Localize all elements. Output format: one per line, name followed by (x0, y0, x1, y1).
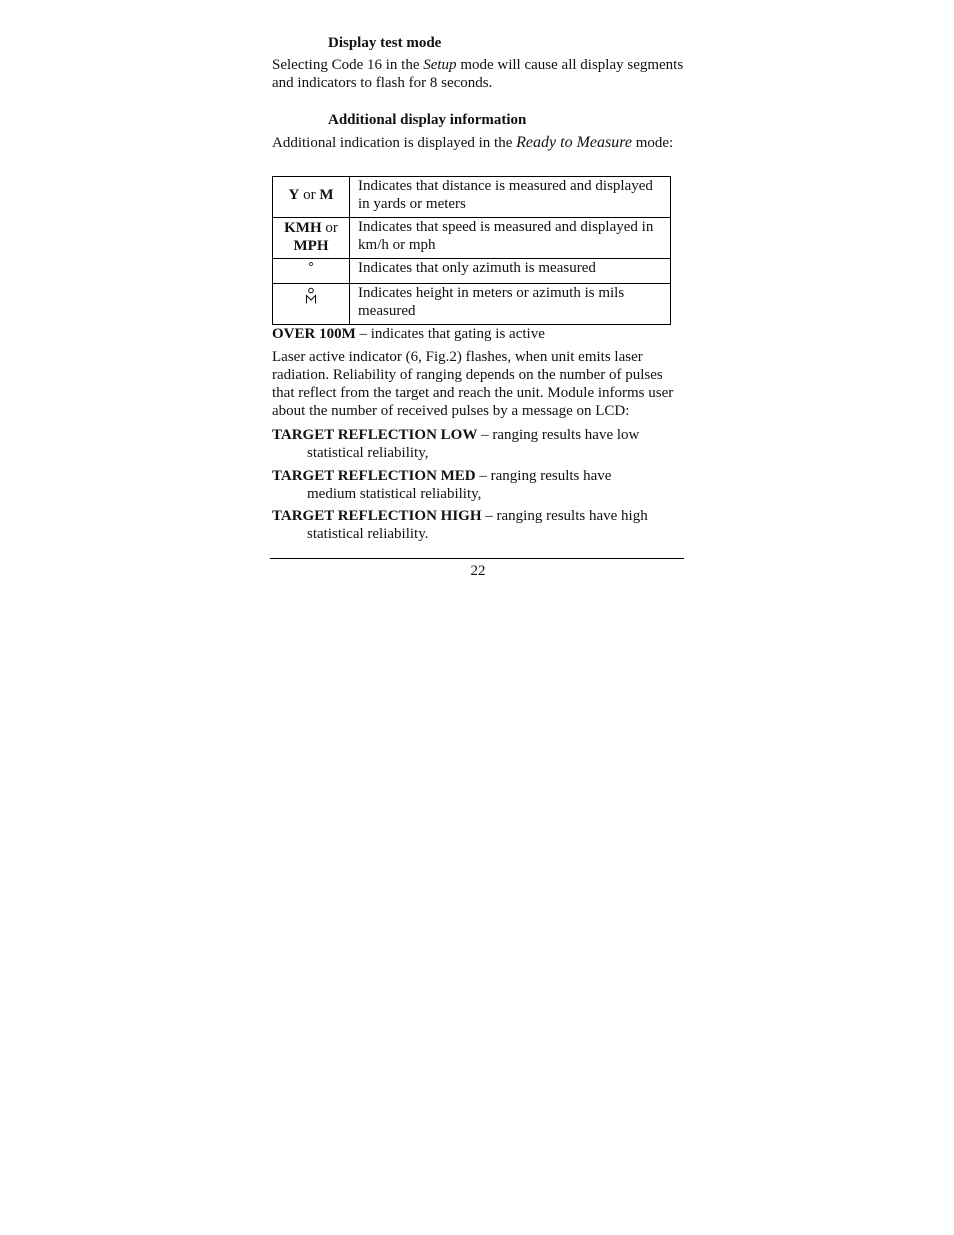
list-item (272, 426, 684, 462)
table-row (273, 284, 671, 325)
text-segment: – indicates that gating is active (355, 326, 545, 342)
list-item (272, 507, 684, 543)
text-segment: mode: (631, 135, 674, 151)
setup-emphasis: Setup (423, 57, 457, 73)
paragraph-additional-indication (272, 134, 684, 152)
entry-term: TARGET REFLECTION MED (272, 468, 476, 484)
footer-rule (270, 558, 684, 559)
text-segment: – ranging results have high (481, 508, 648, 524)
list-item (272, 467, 684, 503)
symbol-cell (273, 284, 350, 325)
table-row (273, 259, 671, 284)
entry-term: TARGET REFLECTION LOW (272, 427, 478, 443)
description-cell: Indicates that speed is measured and displayed in km/h or mph (350, 218, 671, 259)
text-segment: – ranging results have low (477, 427, 640, 443)
over-100m-label: OVER 100M (272, 326, 356, 342)
text-segment: – ranging results have (475, 468, 612, 484)
description-cell: Indicates that only azimuth is measured (350, 259, 671, 284)
ready-to-measure-emphasis: Ready to Measure (516, 134, 632, 151)
text-segment: statistical reliability, (307, 445, 429, 461)
text-segment: Selecting Code 16 in the (272, 57, 424, 73)
heading-additional-display-information: Additional display information (328, 112, 527, 128)
description-cell: Indicates that distance is measured and displayed in yards or meters (350, 177, 671, 218)
table-row (273, 218, 671, 259)
text-segment: statistical reliability. (307, 526, 429, 542)
heading-display-test-mode: Display test mode (328, 35, 442, 51)
symbol-kmh: KMH (284, 220, 322, 236)
entry-term: TARGET REFLECTION HIGH (272, 508, 482, 524)
text-segment: medium statistical reliability, (307, 486, 482, 502)
text-segment: mode will cause all display segments and indicators to flash for 8 seconds. (272, 57, 684, 91)
paragraph-laser-active: Laser active indicator (6, Fig.2) flashes, when unit emits laser radiation. Reliability of ranging depends on the number of pulses that reflect from the target and reach the unit. Module informs user about the number of received pulses by a message on LCD: (272, 349, 674, 419)
symbol-cell (273, 259, 350, 284)
symbol-m: M (319, 187, 334, 203)
symbol-mph: MPH (293, 238, 329, 254)
symbol-cell (273, 218, 350, 259)
indicator-table (272, 176, 671, 325)
symbol-y: Y (288, 187, 300, 203)
table-row (273, 177, 671, 218)
page-number: 22 (470, 563, 486, 579)
paragraph-display-test (272, 56, 684, 92)
symbol-or: or (299, 187, 320, 203)
degree-symbol: ° (307, 261, 315, 276)
over-100m-note (272, 325, 684, 343)
text-segment: Additional indication is displayed in the (272, 135, 517, 151)
degree-m-icon (305, 287, 317, 310)
description-cell: Indicates height in meters or azimuth is mils measured (350, 284, 671, 325)
symbol-or: or (321, 220, 338, 236)
symbol-cell (273, 177, 350, 218)
